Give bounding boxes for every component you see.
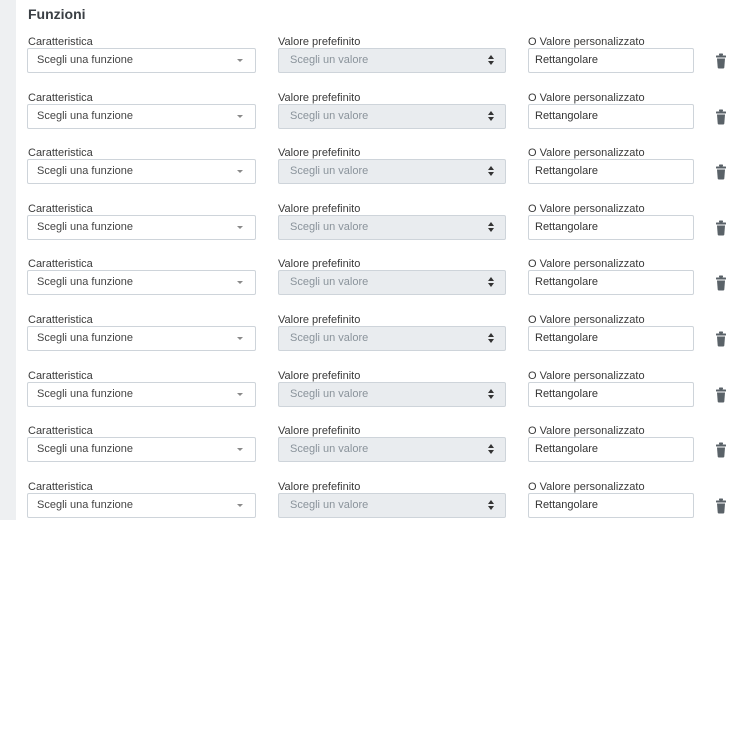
feature-select[interactable] <box>27 104 256 129</box>
default-value-select-value: Scegli un valore <box>290 165 369 178</box>
sort-icon <box>488 111 496 122</box>
feature-label: Caratteristica <box>28 36 93 48</box>
trash-icon <box>714 387 728 403</box>
trash-icon <box>714 331 728 347</box>
caret-down-icon <box>237 448 243 451</box>
trash-icon <box>714 164 728 180</box>
custom-value-text: Rettangolare <box>535 498 598 511</box>
caret-down-icon <box>237 115 243 118</box>
delete-row-button[interactable] <box>714 109 728 125</box>
default-value-label: Valore prefefinito <box>278 425 361 438</box>
default-value-label: Valore prefefinito <box>278 202 361 215</box>
default-value-label: Valore prefefinito <box>278 147 361 160</box>
trash-icon <box>714 275 728 291</box>
caret-down-icon <box>237 393 243 396</box>
feature-row <box>16 481 750 537</box>
trash-icon <box>714 109 728 125</box>
caret-down-icon <box>237 170 243 173</box>
delete-row-button[interactable] <box>714 275 728 291</box>
feature-select[interactable] <box>27 493 256 518</box>
feature-select-value: Scegli una funzione <box>37 387 134 400</box>
default-value-select[interactable] <box>278 493 506 518</box>
custom-value-label: O Valore personalizzato <box>528 147 645 160</box>
default-value-select[interactable] <box>278 215 506 240</box>
feature-select-value: Scegli una funzione <box>37 443 134 456</box>
custom-value-input[interactable] <box>528 270 694 295</box>
delete-row-button[interactable] <box>714 387 728 403</box>
delete-row-button[interactable] <box>714 498 728 514</box>
feature-label: Caratteristica <box>28 258 93 271</box>
sort-icon <box>488 166 496 177</box>
feature-select-value: Scegli una funzione <box>37 498 134 511</box>
trash-icon <box>714 498 728 514</box>
default-value-select[interactable] <box>278 326 506 351</box>
feature-select-value: Scegli una funzione <box>37 276 134 289</box>
feature-select-value: Scegli una funzione <box>37 54 134 66</box>
sort-icon <box>488 389 496 400</box>
default-value-label: Valore prefefinito <box>278 480 361 493</box>
sort-icon <box>488 55 496 66</box>
feature-label: Caratteristica <box>28 425 93 438</box>
custom-value-label: O Valore personalizzato <box>528 258 645 271</box>
feature-select[interactable] <box>27 159 256 184</box>
default-value-select[interactable] <box>278 48 506 73</box>
default-value-select-value: Scegli un valore <box>290 220 369 233</box>
caret-down-icon <box>237 337 243 340</box>
trash-icon <box>714 220 728 236</box>
custom-value-input[interactable] <box>528 326 694 351</box>
caret-down-icon <box>237 59 243 62</box>
feature-select-value: Scegli una funzione <box>37 109 134 122</box>
sort-icon <box>488 500 496 511</box>
custom-value-label: O Valore personalizzato <box>528 36 645 48</box>
feature-label: Caratteristica <box>28 314 93 326</box>
sort-icon <box>488 277 496 288</box>
custom-value-text: Rettangolare <box>535 165 598 178</box>
delete-row-button[interactable] <box>714 164 728 180</box>
default-value-select-value: Scegli un valore <box>290 276 369 289</box>
custom-value-input[interactable] <box>528 382 694 407</box>
custom-value-input[interactable] <box>528 493 694 518</box>
feature-select[interactable] <box>27 48 256 73</box>
custom-value-input[interactable] <box>528 437 694 462</box>
trash-icon <box>714 53 728 69</box>
feature-select[interactable] <box>27 382 256 407</box>
custom-value-input[interactable] <box>528 159 694 184</box>
feature-row <box>16 425 750 481</box>
custom-value-text: Rettangolare <box>535 54 598 66</box>
sidebar-edge <box>0 0 16 520</box>
feature-row <box>16 147 750 203</box>
default-value-select-value: Scegli un valore <box>290 498 369 511</box>
default-value-select-value: Scegli un valore <box>290 332 369 344</box>
sort-icon <box>488 333 496 344</box>
custom-value-label: O Valore personalizzato <box>528 369 645 382</box>
caret-down-icon <box>237 281 243 284</box>
custom-value-input[interactable] <box>528 104 694 129</box>
default-value-select[interactable] <box>278 104 506 129</box>
feature-row <box>16 370 750 426</box>
feature-row <box>16 36 750 92</box>
custom-value-text: Rettangolare <box>535 109 598 122</box>
custom-value-text: Rettangolare <box>535 276 598 289</box>
default-value-label: Valore prefefinito <box>278 369 361 382</box>
caret-down-icon <box>237 226 243 229</box>
default-value-label: Valore prefefinito <box>278 91 361 104</box>
custom-value-label: O Valore personalizzato <box>528 202 645 215</box>
feature-label: Caratteristica <box>28 480 93 493</box>
trash-icon <box>714 442 728 458</box>
default-value-select-value: Scegli un valore <box>290 54 369 66</box>
default-value-select-value: Scegli un valore <box>290 443 369 456</box>
custom-value-input[interactable] <box>528 215 694 240</box>
feature-select[interactable] <box>27 270 256 295</box>
feature-select-value: Scegli una funzione <box>37 332 134 344</box>
feature-row <box>16 314 750 370</box>
default-value-label: Valore prefefinito <box>278 258 361 271</box>
default-value-select[interactable] <box>278 437 506 462</box>
custom-value-text: Rettangolare <box>535 443 598 456</box>
default-value-label: Valore prefefinito <box>278 314 361 326</box>
delete-row-button[interactable] <box>714 331 728 347</box>
custom-value-input[interactable] <box>528 48 694 73</box>
default-value-select[interactable] <box>278 382 506 407</box>
feature-select-value: Scegli una funzione <box>37 165 134 178</box>
default-value-select[interactable] <box>278 270 506 295</box>
custom-value-label: O Valore personalizzato <box>528 425 645 438</box>
section-title: Funzioni <box>28 6 86 22</box>
default-value-select[interactable] <box>278 159 506 184</box>
sort-icon <box>488 444 496 455</box>
default-value-label: Valore prefefinito <box>278 36 361 48</box>
feature-select[interactable] <box>27 215 256 240</box>
features-panel <box>16 0 750 520</box>
sort-icon <box>488 222 496 233</box>
custom-value-text: Rettangolare <box>535 220 598 233</box>
default-value-select-value: Scegli un valore <box>290 387 369 400</box>
delete-row-button[interactable] <box>714 442 728 458</box>
feature-select[interactable] <box>27 437 256 462</box>
feature-label: Caratteristica <box>28 369 93 382</box>
caret-down-icon <box>237 504 243 507</box>
feature-select[interactable] <box>27 326 256 351</box>
custom-value-label: O Valore personalizzato <box>528 314 645 326</box>
feature-row <box>16 258 750 314</box>
custom-value-text: Rettangolare <box>535 332 598 344</box>
feature-row <box>16 203 750 259</box>
default-value-select-value: Scegli un valore <box>290 109 369 122</box>
delete-row-button[interactable] <box>714 53 728 69</box>
custom-value-label: O Valore personalizzato <box>528 91 645 104</box>
feature-label: Caratteristica <box>28 202 93 215</box>
custom-value-text: Rettangolare <box>535 387 598 400</box>
feature-label: Caratteristica <box>28 91 93 104</box>
custom-value-label: O Valore personalizzato <box>528 480 645 493</box>
feature-select-value: Scegli una funzione <box>37 220 134 233</box>
delete-row-button[interactable] <box>714 220 728 236</box>
feature-row <box>16 92 750 148</box>
feature-label: Caratteristica <box>28 147 93 160</box>
